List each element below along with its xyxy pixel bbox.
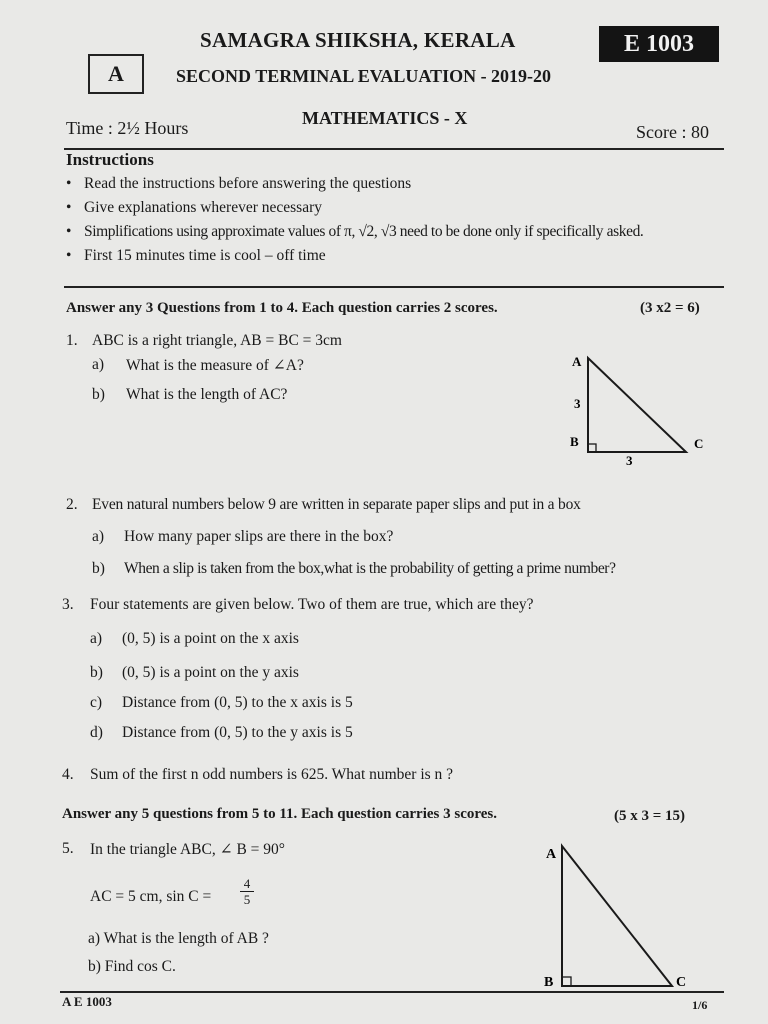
q1a-text: What is the measure of ∠A? [126,357,304,374]
q2-number: 2. [66,496,78,513]
q3-option-d-label: d) [90,724,103,741]
instruction-item: • Read the instructions before answering the questions [66,175,412,192]
instruction-item: • Give explanations wherever necessary [66,199,322,216]
instructions-divider [64,286,724,288]
q3-option-c-text: Distance from (0, 5) to the x axis is 5 [122,694,353,711]
q2a-text: How many paper slips are there in the box? [124,528,394,545]
q5-right-angle-mark [562,977,571,986]
section2-marks: (5 x 3 = 15) [614,808,686,824]
q3-option-b-label: b) [90,664,103,681]
q5-triangle [562,846,672,986]
q3-option-b-text: (0, 5) is a point on the y axis [122,664,299,681]
q3-option-c-label: c) [90,694,103,711]
time-allowed: Time : 2½ Hours [66,118,189,138]
q3-option-a-text: (0, 5) is a point on the x axis [122,630,299,647]
q5a-text: a) What is the length of AB ? [88,930,269,947]
q1-triangle-figure [560,348,720,468]
q2-text: Even natural numbers below 9 are written in separate paper slips and put in a box [92,496,581,513]
section2-heading: Answer any 5 questions from 5 to 11. Each question carries 3 scores. [62,806,497,822]
q1-number: 1. [66,332,78,349]
q3-number: 3. [62,596,74,613]
q1b-text: What is the length of AC? [126,386,288,403]
q1-vertex-a: A [572,354,582,369]
q5-fraction-denominator: 5 [240,891,254,907]
q1-side-ab-label: 3 [574,396,581,411]
footer-page-number: 1/6 [692,998,708,1012]
q1a-label: a) [92,356,105,373]
q5-given: AC = 5 cm, sin C = [90,888,212,905]
instruction-item: • Simplifications using approximate values of π, √2, √3 need to be done only if specifically asked. [66,223,644,240]
footer-divider [60,991,724,993]
q4-text: Sum of the first n odd numbers is 625. What number is n ? [90,766,454,783]
q2a-label: a) [92,528,105,545]
q5-vertex-a: A [546,847,557,862]
q5-fraction-numerator: 4 [243,876,251,891]
q3-option-d-text: Distance from (0, 5) to the y axis is 5 [122,724,353,741]
section1-heading: Answer any 3 Questions from 1 to 4. Each question carries 2 scores. [66,300,498,316]
q1-vertex-b: B [570,434,579,449]
q5-vertex-b: B [544,975,554,990]
instructions-heading: Instructions [66,150,154,169]
q1b-label: b) [92,386,105,403]
q2b-text: When a slip is taken from the box,what is the probability of getting a prime number? [124,560,616,577]
q1-vertex-c: C [694,436,704,451]
q3-text: Four statements are given below. Two of them are true, which are they? [90,596,534,613]
q1-right-angle-mark [588,444,596,452]
q1-triangle [588,358,686,452]
set-label-box: A [88,54,144,94]
q1-text: ABC is a right triangle, AB = BC = 3cm [92,332,342,349]
q5-triangle-figure [536,838,696,998]
total-score: Score : 80 [636,122,709,142]
q4-number: 4. [62,766,74,783]
q2b-label: b) [92,560,105,577]
q5-text: In the triangle ABC, ∠ B = 90° [90,841,285,858]
q3-option-a-label: a) [90,630,103,647]
header-divider [64,148,724,150]
section1-marks: (3 x2 = 6) [640,300,700,316]
q5-number: 5. [62,840,74,857]
subject-title: MATHEMATICS - X [302,108,468,128]
instructions-list [66,172,643,268]
board-title: SAMAGRA SHIKSHA, KERALA [200,28,516,52]
q5-fraction [240,876,254,907]
q5b-text: b) Find cos C. [88,958,176,975]
q5-vertex-c: C [676,975,687,990]
exam-title: SECOND TERMINAL EVALUATION - 2019-20 [176,66,552,86]
paper-code-badge: E 1003 [599,26,719,62]
instruction-item: • First 15 minutes time is cool – off time [66,247,326,264]
footer-code: A E 1003 [62,994,112,1009]
q1-side-bc-label: 3 [626,453,633,468]
